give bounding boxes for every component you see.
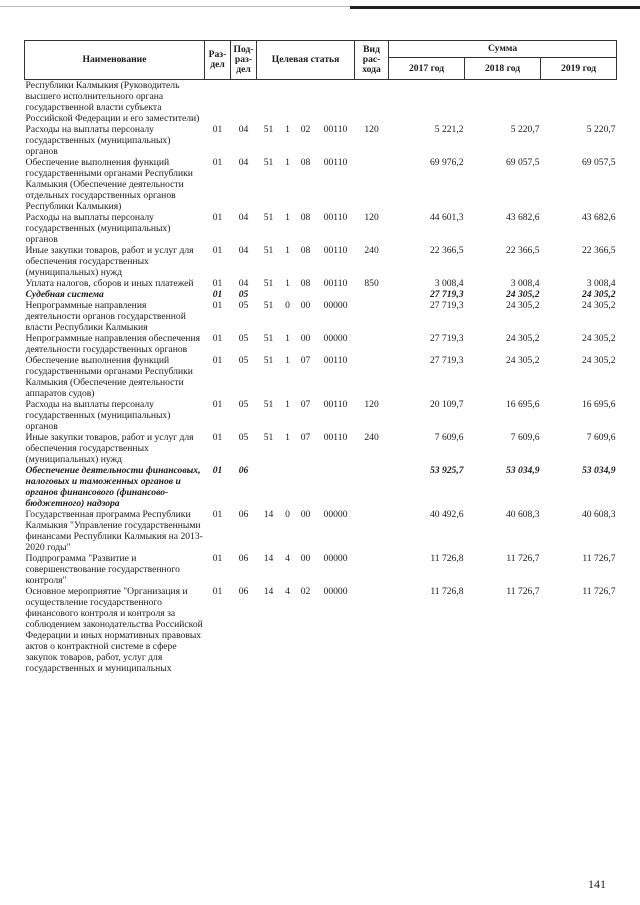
row-sum-2018: 53 034,9 bbox=[505, 465, 540, 476]
row-sum-2017: 53 925,7 bbox=[429, 465, 464, 476]
row-vid bbox=[355, 333, 389, 355]
row-target-direction: 00000 bbox=[323, 300, 348, 311]
table-row bbox=[25, 509, 617, 553]
row-sum-2017: 11 726,8 bbox=[430, 586, 464, 597]
row-podrazdel: 04 bbox=[238, 245, 249, 256]
row-podrazdel: 06 bbox=[238, 586, 249, 597]
row-target-subprogram: 4 bbox=[285, 586, 290, 597]
row-sum-2018: 5 220,7 bbox=[510, 124, 540, 135]
row-target-event: 08 bbox=[300, 278, 311, 289]
row-target-event: 00 bbox=[300, 509, 311, 520]
row-name: Иные закупки товаров, работ и услуг для обеспечения государственных (муниципальных) нужд bbox=[25, 245, 194, 278]
row-sum-2018 bbox=[465, 80, 541, 125]
row-target-event: 02 bbox=[300, 586, 311, 597]
row-sum-2019: 24 305,2 bbox=[581, 289, 616, 300]
row-razdel: 01 bbox=[212, 586, 223, 597]
table-header bbox=[25, 41, 617, 80]
row-podrazdel: 05 bbox=[238, 432, 249, 443]
row-sum-2017: 40 492,6 bbox=[429, 509, 464, 520]
row-vid bbox=[355, 157, 389, 212]
row-sum-2017: 27 719,3 bbox=[429, 289, 464, 300]
row-podrazdel: 04 bbox=[238, 278, 249, 289]
row-vid bbox=[355, 465, 389, 509]
row-sum-2017: 7 609,6 bbox=[434, 432, 464, 443]
row-podrazdel: 04 bbox=[238, 157, 249, 168]
row-sum-2019: 16 695,6 bbox=[581, 399, 616, 410]
row-name: Расходы на выплаты персоналу государственных (муниципальных) органов bbox=[25, 399, 171, 432]
row-target-direction: 00110 bbox=[323, 157, 348, 168]
row-sum-2017: 3 008,4 bbox=[434, 278, 464, 289]
row-sum-2017: 27 719,3 bbox=[429, 355, 464, 366]
header-target: Целевая статья bbox=[257, 41, 355, 80]
row-razdel: 01 bbox=[212, 355, 223, 366]
row-podrazdel: 05 bbox=[238, 300, 249, 311]
row-podrazdel: 05 bbox=[238, 399, 249, 410]
row-razdel: 01 bbox=[212, 124, 223, 135]
budget-table bbox=[24, 40, 617, 674]
table-row bbox=[25, 300, 617, 333]
row-target-subprogram: 1 bbox=[285, 355, 290, 366]
row-podrazdel: 05 bbox=[238, 333, 249, 344]
table-row bbox=[25, 124, 617, 157]
row-razdel: 01 bbox=[212, 289, 223, 300]
row-target-program: 14 bbox=[263, 509, 274, 520]
row-target-program: 51 bbox=[263, 212, 274, 223]
row-sum-2019: 5 220,7 bbox=[586, 124, 616, 135]
row-target-subprogram: 1 bbox=[285, 157, 290, 168]
row-target-direction: 00110 bbox=[323, 355, 348, 366]
row-vid: 240 bbox=[364, 245, 379, 256]
row-sum-2019 bbox=[541, 80, 617, 125]
row-vid: 120 bbox=[364, 399, 379, 410]
row-sum-2018: 40 608,3 bbox=[505, 509, 540, 520]
header-podrazdel: Под-раз-дел bbox=[231, 41, 257, 80]
row-name: Судебная система bbox=[25, 289, 104, 300]
row-target-event bbox=[295, 465, 317, 509]
row-target-event: 00 bbox=[300, 333, 311, 344]
row-target-direction: 00000 bbox=[323, 509, 348, 520]
row-target-direction: 00110 bbox=[323, 432, 348, 443]
row-target-program: 51 bbox=[263, 124, 274, 135]
row-podrazdel: 05 bbox=[238, 355, 249, 366]
row-target-direction: 00110 bbox=[323, 245, 348, 256]
row-target-subprogram: 1 bbox=[285, 212, 290, 223]
row-target-program: 51 bbox=[263, 355, 274, 366]
row-vid: 120 bbox=[364, 212, 379, 223]
row-sum-2018: 11 726,7 bbox=[506, 586, 540, 597]
row-sum-2019: 24 305,2 bbox=[581, 333, 616, 344]
row-target-event: 00 bbox=[300, 553, 311, 564]
row-target-subprogram: 1 bbox=[285, 432, 290, 443]
row-sum-2018: 24 305,2 bbox=[505, 300, 540, 311]
row-sum-2017: 27 719,3 bbox=[429, 300, 464, 311]
row-razdel: 01 bbox=[212, 278, 223, 289]
row-sum-2019: 40 608,3 bbox=[581, 509, 616, 520]
row-razdel: 01 bbox=[212, 509, 223, 520]
row-razdel: 01 bbox=[212, 333, 223, 344]
row-sum-2018: 22 366,5 bbox=[505, 245, 540, 256]
row-target-program: 51 bbox=[263, 157, 274, 168]
row-name: Обеспечение деятельности финансовых, налоговых и таможенных органов и органов финансового (финансово-бюджетного) надзора bbox=[25, 465, 201, 509]
row-name: Непрограммные направления обеспечения деятельности государственных органов bbox=[25, 333, 200, 355]
table-body bbox=[25, 80, 617, 675]
table-row bbox=[25, 278, 617, 289]
row-target-event: 02 bbox=[300, 124, 311, 135]
row-name: Уплата налогов, сборов и иных платежей bbox=[25, 278, 194, 289]
row-target-direction: 00000 bbox=[323, 553, 348, 564]
row-target-program: 51 bbox=[263, 278, 274, 289]
row-sum-2019: 53 034,9 bbox=[581, 465, 616, 476]
row-name: Основное мероприятие "Организация и осуществление государственного финансового контроля и контроля за соблюдением законодательства Российской Федерации и иных нормативных правовых актов о контрактной системе в сфере закупок товаров, работ, услуг для государственных и муниципальных bbox=[25, 586, 203, 674]
row-target-event: 07 bbox=[300, 355, 311, 366]
row-sum-2019: 7 609,6 bbox=[586, 432, 616, 443]
row-sum-2017: 69 976,2 bbox=[429, 157, 464, 168]
table-row bbox=[25, 586, 617, 674]
header-vid: Вид рас-хода bbox=[355, 41, 389, 80]
row-podrazdel: 06 bbox=[238, 553, 249, 564]
row-target-subprogram: 1 bbox=[285, 399, 290, 410]
row-sum-2019: 11 726,7 bbox=[582, 553, 616, 564]
row-sum-2018: 69 057,5 bbox=[505, 157, 540, 168]
row-target-subprogram: 0 bbox=[285, 300, 290, 311]
row-target-event: 07 bbox=[300, 399, 311, 410]
row-name: Непрограммные направления деятельности органов государственной власти Республики Калмыкия bbox=[25, 300, 186, 333]
row-sum-2017: 44 601,3 bbox=[429, 212, 464, 223]
row-sum-2018: 24 305,2 bbox=[505, 355, 540, 366]
table-row bbox=[25, 245, 617, 278]
row-razdel: 01 bbox=[212, 399, 223, 410]
row-podrazdel: 05 bbox=[238, 289, 249, 300]
row-sum-2019: 11 726,7 bbox=[582, 586, 616, 597]
row-sum-2018: 7 609,6 bbox=[510, 432, 540, 443]
row-target-subprogram bbox=[281, 80, 295, 125]
row-target-subprogram: 0 bbox=[285, 509, 290, 520]
table-row bbox=[25, 553, 617, 586]
row-name: Обеспечение выполнения функций государственными органами Республики Калмыкия (Обеспечение деятельности отдельных государственных органов Республики Калмыкия) bbox=[25, 157, 193, 212]
row-target-program: 51 bbox=[263, 432, 274, 443]
row-sum-2017: 27 719,3 bbox=[429, 333, 464, 344]
top-rule bbox=[350, 6, 640, 9]
row-vid bbox=[355, 509, 389, 553]
row-name: Иные закупки товаров, работ и услуг для обеспечения государственных (муниципальных) нужд bbox=[25, 432, 194, 465]
row-sum-2017: 5 221,2 bbox=[434, 124, 464, 135]
header-razdel: Раз-дел bbox=[205, 41, 231, 80]
row-sum-2017 bbox=[389, 80, 465, 125]
row-vid: 850 bbox=[364, 278, 379, 289]
row-name: Расходы на выплаты персоналу государственных (муниципальных) органов bbox=[25, 212, 171, 245]
row-razdel: 01 bbox=[212, 212, 223, 223]
table-row bbox=[25, 212, 617, 245]
row-vid bbox=[355, 80, 389, 125]
row-target-direction: 00000 bbox=[323, 586, 348, 597]
row-sum-2018: 11 726,7 bbox=[506, 553, 540, 564]
header-2018: 2018 год bbox=[465, 58, 541, 80]
row-target-program: 14 bbox=[263, 586, 274, 597]
row-sum-2018: 24 305,2 bbox=[505, 289, 540, 300]
row-sum-2018: 16 695,6 bbox=[505, 399, 540, 410]
table-row bbox=[25, 333, 617, 355]
row-target-subprogram: 1 bbox=[285, 124, 290, 135]
row-target-event: 00 bbox=[300, 300, 311, 311]
table-row bbox=[25, 289, 617, 300]
row-vid bbox=[355, 300, 389, 333]
table-row bbox=[25, 465, 617, 509]
row-sum-2019: 3 008,4 bbox=[586, 278, 616, 289]
row-target-event bbox=[295, 289, 317, 300]
row-target-program: 51 bbox=[263, 300, 274, 311]
header-2019: 2019 год bbox=[541, 58, 617, 80]
row-target-subprogram: 4 bbox=[285, 553, 290, 564]
row-podrazdel: 04 bbox=[238, 212, 249, 223]
row-name: Обеспечение выполнения функций государственными органами Республики Калмыкия (Обеспечение деятельности аппаратов судов) bbox=[25, 355, 193, 399]
table-row bbox=[25, 355, 617, 399]
row-razdel: 01 bbox=[212, 245, 223, 256]
row-target-subprogram bbox=[281, 289, 295, 300]
row-target-event: 08 bbox=[300, 245, 311, 256]
row-podrazdel bbox=[231, 80, 257, 125]
row-sum-2018: 3 008,4 bbox=[510, 278, 540, 289]
row-target-event: 08 bbox=[300, 157, 311, 168]
row-target-program bbox=[257, 465, 281, 509]
row-target-direction: 00110 bbox=[323, 212, 348, 223]
row-target-subprogram: 1 bbox=[285, 245, 290, 256]
row-sum-2019: 24 305,2 bbox=[581, 300, 616, 311]
table-row bbox=[25, 432, 617, 465]
row-razdel: 01 bbox=[212, 465, 223, 476]
row-name: Республики Калмыкия (Руководитель высшего исполнительного органа государственной власти субъекта Российской Федерации и его заместители) bbox=[25, 80, 200, 124]
row-vid: 240 bbox=[364, 432, 379, 443]
row-sum-2019: 22 366,5 bbox=[581, 245, 616, 256]
table-row bbox=[25, 80, 617, 125]
row-target-direction: 00110 bbox=[323, 278, 348, 289]
header-sum: Сумма bbox=[389, 41, 617, 58]
row-razdel: 01 bbox=[212, 157, 223, 168]
page-number: 141 bbox=[588, 877, 606, 891]
row-target-program bbox=[257, 80, 281, 125]
row-target-program: 51 bbox=[263, 333, 274, 344]
row-sum-2019: 43 682,6 bbox=[581, 212, 616, 223]
row-razdel: 01 bbox=[212, 300, 223, 311]
row-target-event: 07 bbox=[300, 432, 311, 443]
row-target-subprogram bbox=[281, 465, 295, 509]
row-sum-2017: 20 109,7 bbox=[429, 399, 464, 410]
row-razdel: 01 bbox=[212, 553, 223, 564]
row-sum-2019: 69 057,5 bbox=[581, 157, 616, 168]
row-razdel bbox=[205, 80, 231, 125]
row-target-program: 51 bbox=[263, 245, 274, 256]
row-sum-2019: 24 305,2 bbox=[581, 355, 616, 366]
row-target-event bbox=[295, 80, 317, 125]
row-name: Государственная программа Республики Калмыкия "Управление государственными финансами Республики Калмыкия на 2013-2020 годы" bbox=[25, 509, 203, 553]
row-target-direction bbox=[317, 465, 355, 509]
row-sum-2018: 43 682,6 bbox=[505, 212, 540, 223]
row-target-subprogram: 1 bbox=[285, 333, 290, 344]
row-sum-2017: 11 726,8 bbox=[430, 553, 464, 564]
row-vid bbox=[355, 289, 389, 300]
table-row bbox=[25, 399, 617, 432]
row-sum-2018: 24 305,2 bbox=[505, 333, 540, 344]
row-vid bbox=[355, 586, 389, 674]
header-name: Наименование bbox=[25, 41, 205, 80]
row-target-event: 08 bbox=[300, 212, 311, 223]
row-vid bbox=[355, 355, 389, 399]
row-name: Расходы на выплаты персоналу государственных (муниципальных) органов bbox=[25, 124, 171, 157]
row-name: Подпрограмма "Развитие и совершенствование государственного контроля" bbox=[25, 553, 180, 586]
row-vid bbox=[355, 553, 389, 586]
header-2017: 2017 год bbox=[389, 58, 465, 80]
row-podrazdel: 06 bbox=[238, 509, 249, 520]
row-target-program bbox=[257, 289, 281, 300]
table-row bbox=[25, 157, 617, 212]
row-target-subprogram: 1 bbox=[285, 278, 290, 289]
row-target-program: 51 bbox=[263, 399, 274, 410]
row-target-direction bbox=[317, 80, 355, 125]
row-podrazdel: 04 bbox=[238, 124, 249, 135]
row-podrazdel: 06 bbox=[238, 465, 249, 476]
row-target-program: 14 bbox=[263, 553, 274, 564]
row-sum-2017: 22 366,5 bbox=[429, 245, 464, 256]
row-vid: 120 bbox=[364, 124, 379, 135]
row-razdel: 01 bbox=[212, 432, 223, 443]
row-target-direction: 00000 bbox=[323, 333, 348, 344]
row-target-direction bbox=[317, 289, 355, 300]
row-target-direction: 00110 bbox=[323, 399, 348, 410]
row-target-direction: 00110 bbox=[323, 124, 348, 135]
